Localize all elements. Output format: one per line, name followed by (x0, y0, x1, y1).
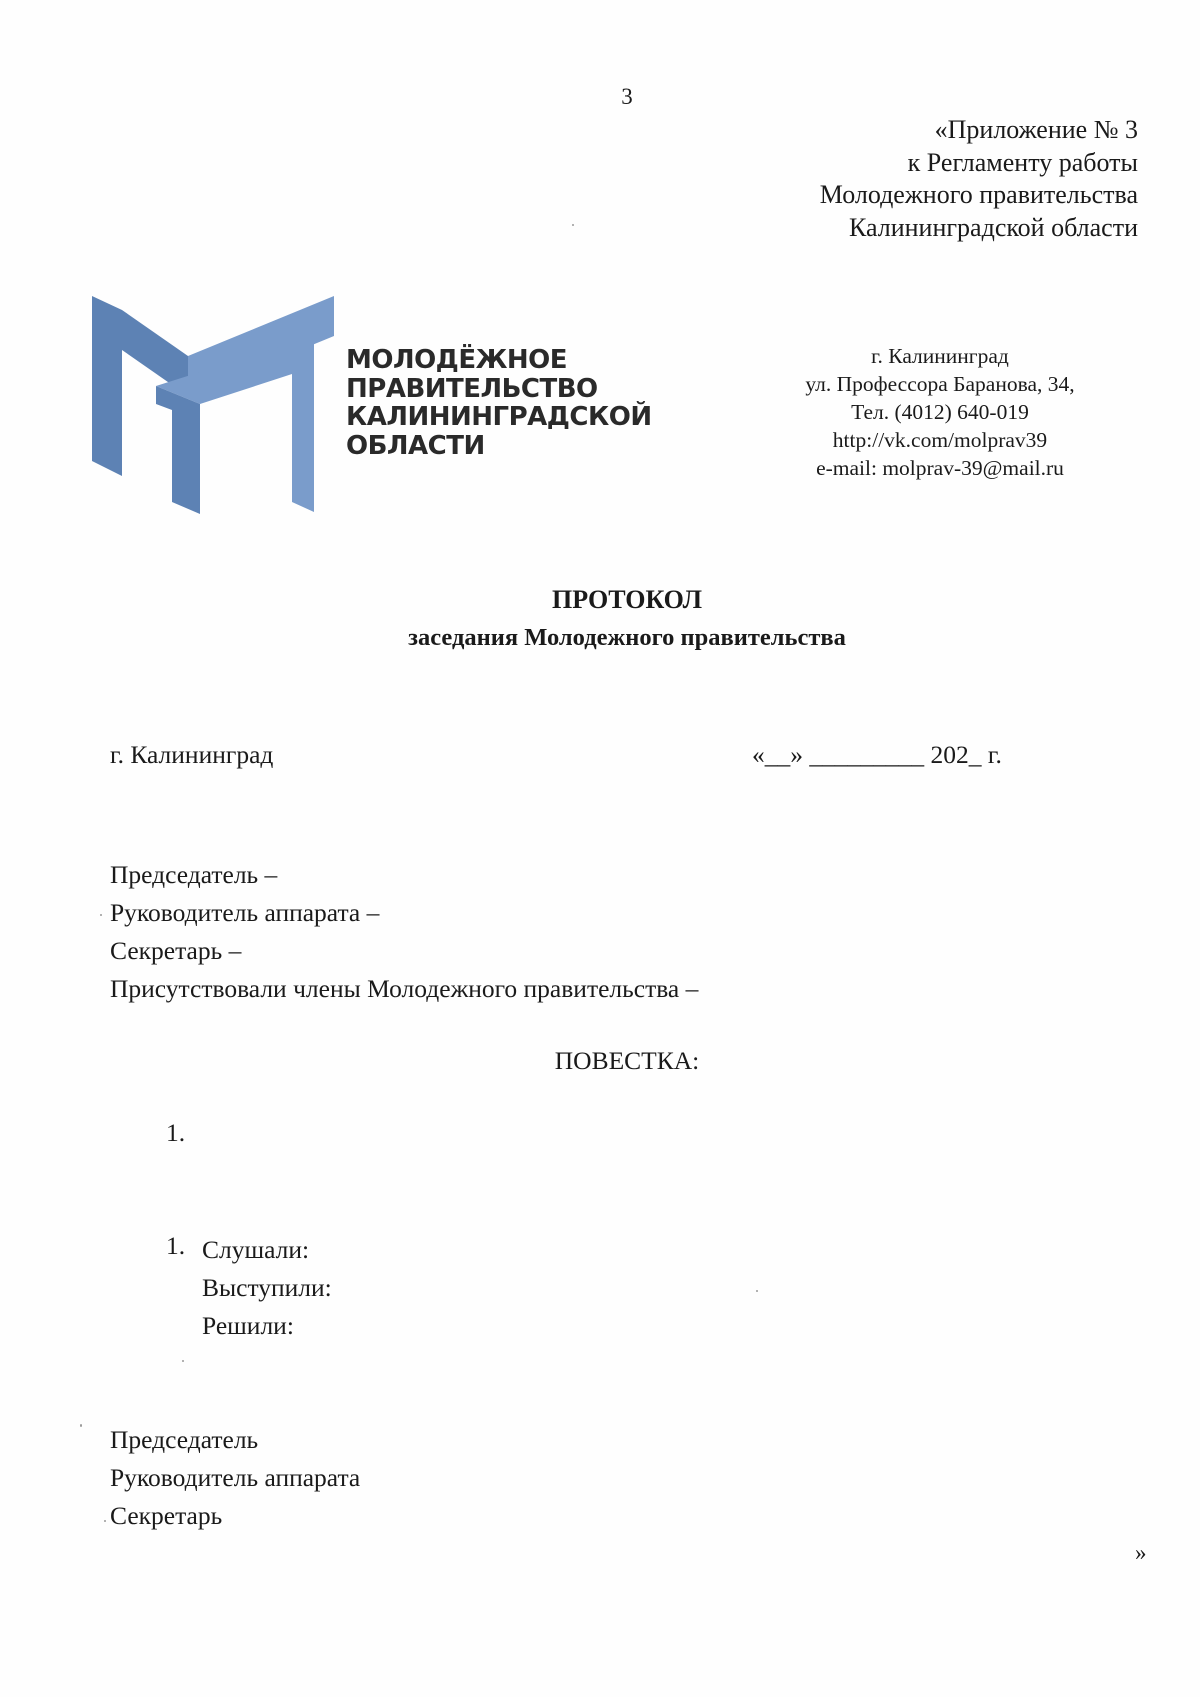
closing-quote: » (1135, 1540, 1147, 1565)
agenda-item: 1. (166, 1118, 186, 1147)
minutes-decided-label: Решили: (202, 1311, 294, 1340)
appendix-note-line: «Приложение № 3 (934, 115, 1138, 144)
appendix-note-line: к Регламенту работы (907, 147, 1138, 177)
contact-website: http://vk.com/molprav39 (832, 428, 1048, 452)
contact-address: ул. Профессора Баранова, 34, (805, 372, 1075, 396)
minutes-spoke-label: Выступили: (202, 1273, 332, 1302)
scan-speck (80, 1424, 82, 1427)
appendix-note-line: Калининградской области (848, 212, 1138, 242)
agenda-heading: ПОВЕСТКА: (554, 1046, 700, 1075)
contact-city: г. Калининград (871, 344, 1009, 368)
logo-wordmark-line: КАЛИНИНГРАДСКОЙ (346, 402, 652, 432)
scan-speck (100, 914, 102, 916)
scan-speck (572, 224, 574, 226)
participant-head-of-staff: Руководитель аппарата – (110, 898, 380, 927)
contact-block (780, 342, 1100, 482)
meeting-date: «__» _________ 202_ г. (752, 740, 1002, 769)
participant-members: Присутствовали члены Молодежного правительства – (110, 974, 699, 1003)
logo-emblem-m-shape (92, 296, 122, 476)
minutes-item (202, 1231, 332, 1345)
document-subtitle: заседания Молодежного правительства (408, 624, 846, 651)
organization-logo (92, 296, 672, 514)
participant-secretary: Секретарь – (110, 936, 242, 965)
appendix-note (820, 114, 1138, 244)
appendix-note-line: Молодежного правительства (819, 180, 1138, 209)
scan-speck (756, 1290, 758, 1292)
minutes-item-number: 1. (166, 1231, 186, 1260)
contact-phone: Тел. (4012) 640-019 (851, 400, 1029, 424)
logo-wordmark-line: ПРАВИТЕЛЬСТВО (346, 373, 598, 404)
signature-head-of-staff: Руководитель аппарата (110, 1463, 361, 1492)
logo-wordmark (346, 346, 652, 460)
logo-emblem-m-shape (156, 386, 200, 514)
signature-chairman: Председатель (110, 1425, 259, 1454)
logo-emblem-icon (92, 296, 342, 514)
scan-speck (182, 1360, 184, 1362)
minutes-heard-label: Слушали: (202, 1235, 310, 1264)
participants-list (110, 856, 698, 1008)
participant-chairman: Председатель – (110, 860, 278, 889)
logo-wordmark-line: ОБЛАСТИ (346, 430, 485, 461)
scan-speck (104, 1520, 106, 1522)
document-title: ПРОТОКОЛ (552, 585, 702, 614)
signature-block (110, 1421, 360, 1535)
logo-wordmark-line: МОЛОДЁЖНОЕ (346, 345, 568, 375)
meeting-city: г. Калининград (110, 740, 274, 769)
page-number: 3 (621, 84, 633, 109)
contact-email: e-mail: molprav-39@mail.ru (816, 456, 1064, 480)
signature-secretary: Секретарь (110, 1501, 223, 1530)
